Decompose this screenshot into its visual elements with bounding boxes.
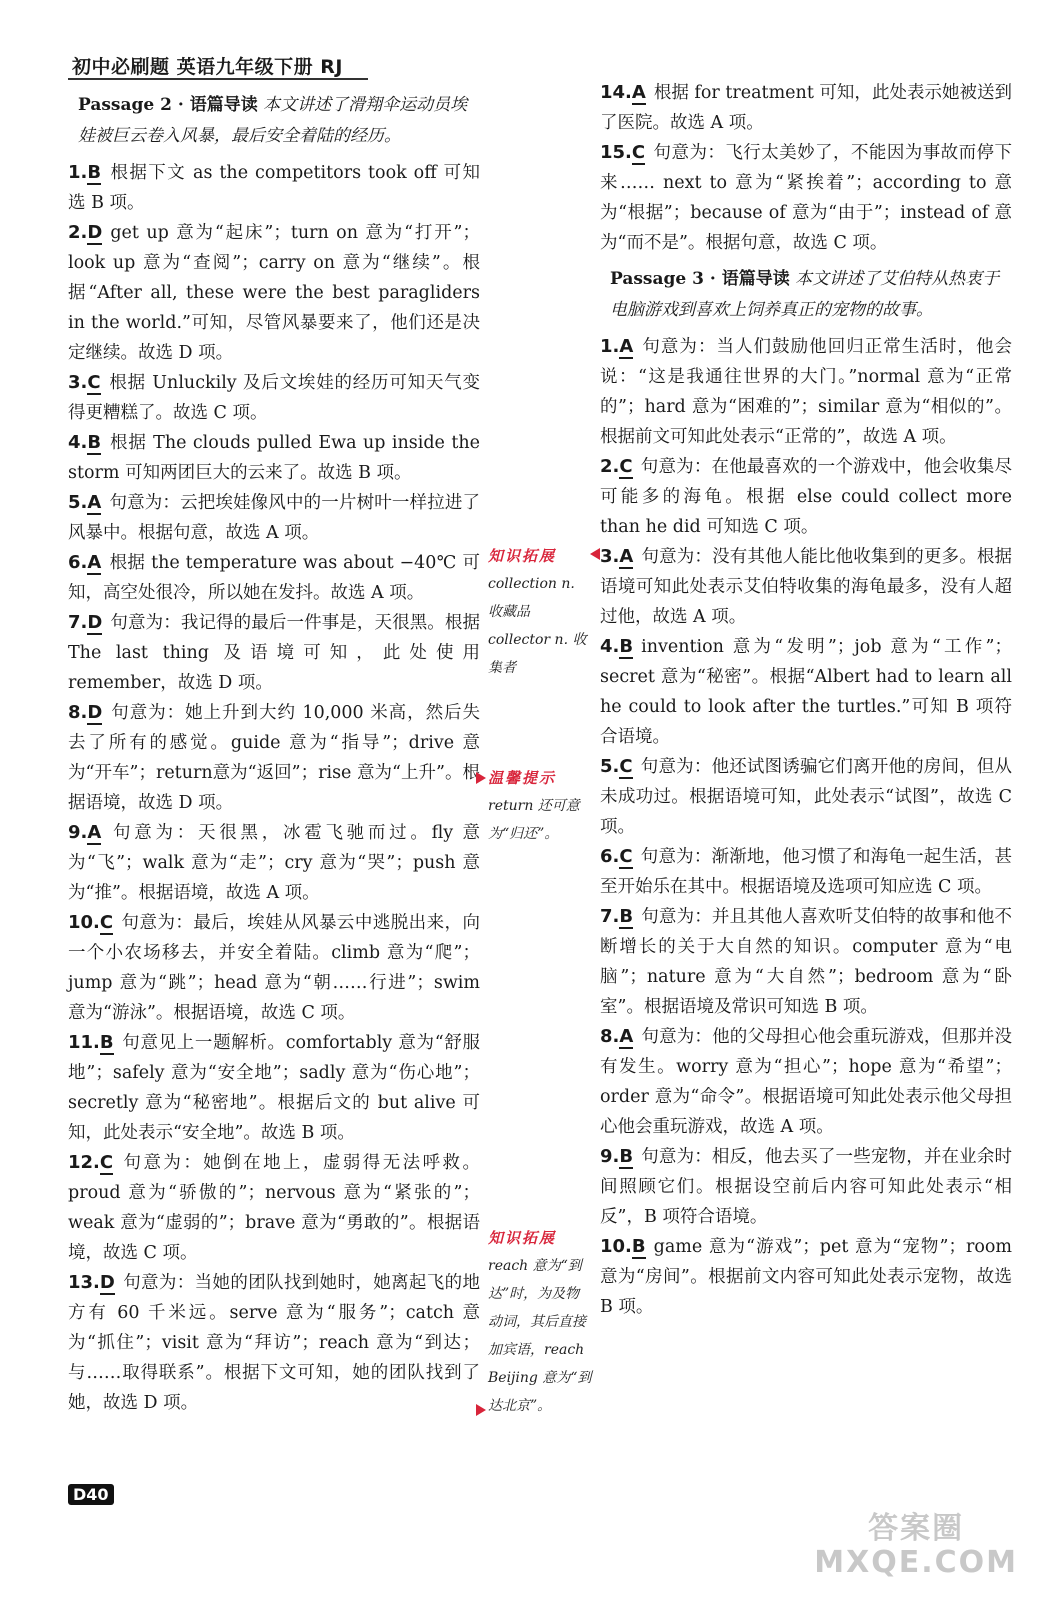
item-answer: A xyxy=(87,822,102,843)
item-explanation: 句意为：她倒在地上，虚弱得无法呼救。proud 意为“骄傲的”；nervous 意为“紧张的”；weak 意为“虚弱的”；brave 意为“勇敢的”。根据语境，故选 C 项。 xyxy=(68,1153,480,1263)
item-number: 15. xyxy=(600,142,632,163)
item-explanation: 根据 Unluckily 及后文埃娃的经历可知天气变得更糟糕了。故选 C 项。 xyxy=(68,373,480,423)
item-answer: B xyxy=(99,1032,114,1053)
item-answer: C xyxy=(87,372,101,393)
item-explanation: 句意为：渐渐地，他习惯了和海龟一起生活，甚至开始乐在其中。根据语境及选项可知应选 C 项。 xyxy=(600,847,1012,897)
item-number: 14. xyxy=(600,82,632,103)
answer-item xyxy=(68,818,480,908)
item-number: 12. xyxy=(68,1152,100,1173)
item-number: 8. xyxy=(600,1026,620,1047)
item-answer: B xyxy=(631,1236,646,1257)
answer-item xyxy=(68,698,480,818)
item-answer: B xyxy=(619,636,634,657)
item-explanation: 根据 The clouds pulled Ewa up inside the storm 可知两团巨大的云来了。故选 B 项。 xyxy=(68,433,480,483)
answer-item xyxy=(600,542,1012,632)
side-note-text: collection n. 收藏品 collector n. 收集者 xyxy=(488,576,587,676)
answer-item xyxy=(68,428,480,488)
watermark-text: 答案圈 xyxy=(868,1511,965,1546)
item-answer: D xyxy=(87,222,103,243)
answer-item xyxy=(600,452,1012,542)
item-number: 1. xyxy=(68,162,88,183)
item-answer: D xyxy=(87,612,103,633)
item-answer: D xyxy=(87,702,103,723)
item-number: 6. xyxy=(600,846,620,867)
item-answer: B xyxy=(619,906,634,927)
item-answer: C xyxy=(619,846,633,867)
item-number: 9. xyxy=(600,1146,620,1167)
arrow-right-icon xyxy=(476,1404,486,1416)
left-column xyxy=(68,90,480,1418)
answer-item xyxy=(600,632,1012,752)
answer-item xyxy=(68,218,480,368)
item-number: 5. xyxy=(68,492,88,513)
item-explanation: 根据 for treatment 可知，此处表示她被送到了医院。故选 A 项。 xyxy=(600,83,1012,133)
item-answer: B xyxy=(87,162,102,183)
item-explanation: get up 意为“起床”；turn on 意为“打开”；look up 意为“查阅”；carry on 意为“继续”。根据“After all, these were the best paragliders in the world.”可知，尽管风暴要来了，他们还是决定继续。故选 D 项。 xyxy=(68,223,480,363)
item-answer: C xyxy=(99,1152,114,1173)
side-note-knowledge-2 xyxy=(488,1224,592,1420)
item-number: 2. xyxy=(68,222,88,243)
arrow-left-icon xyxy=(590,548,600,560)
item-number: 7. xyxy=(600,906,620,927)
answer-item xyxy=(68,368,480,428)
item-number: 10. xyxy=(600,1236,632,1257)
passage-3-intro xyxy=(610,264,1012,326)
item-number: 13. xyxy=(68,1272,100,1293)
item-number: 7. xyxy=(68,612,88,633)
side-note-title: 知识拓展 xyxy=(488,547,557,565)
item-number: 8. xyxy=(68,702,88,723)
watermark xyxy=(814,1512,1018,1580)
item-number: 2. xyxy=(600,456,620,477)
answer-item xyxy=(600,332,1012,452)
item-number: 3. xyxy=(68,372,88,393)
item-number: 4. xyxy=(600,636,620,657)
item-explanation: 句意为：没有其他人能比他收集到的更多。根据语境可知此处表示艾伯特收集的海龟最多，没有人超过他，故选 A 项。 xyxy=(600,547,1012,627)
item-explanation: 句意见上一题解析。comfortably 意为“舒服地”；safely 意为“安全地”；sadly 意为“伤心地”；secretly 意为“秘密地”。根据后文的 but alive 可知，此处表示“安全地”。故选 B 项。 xyxy=(68,1033,480,1143)
item-answer: A xyxy=(619,546,634,567)
answer-item xyxy=(68,1028,480,1148)
answer-list-right xyxy=(600,332,1012,1322)
item-answer: A xyxy=(87,552,102,573)
item-explanation: 根据 the temperature was about −40℃ 可知，高空处很冷，所以她在发抖。故选 A 项。 xyxy=(68,553,480,603)
item-number: 11. xyxy=(68,1032,100,1053)
page-header: 初中必刷题 英语九年级下册 RJ xyxy=(72,56,343,78)
side-note-title: 知识拓展 xyxy=(488,1229,557,1247)
answer-item xyxy=(600,1232,1012,1322)
item-answer: A xyxy=(87,492,102,513)
answer-item xyxy=(600,1142,1012,1232)
item-explanation: 句意为：相反，他去买了一些宠物，并在业余时间照顾它们。根据设空前后内容可知此处表示“相反”，B 项符合语境。 xyxy=(600,1147,1012,1227)
passage-label: Passage 3 · 语篇导读 xyxy=(610,269,790,289)
side-note-text: return 还可意为“归还”。 xyxy=(488,798,580,842)
passage-summary: 本文讲述了艾伯特从热衷于电脑游戏到喜欢上饲养真正的宠物的故事。 xyxy=(610,269,1000,320)
item-answer: C xyxy=(619,756,633,777)
item-answer: B xyxy=(87,432,102,453)
item-explanation: 句意为：他还试图诱骗它们离开他的房间，但从未成功过。根据语境可知，此处表示“试图”，故选 C 项。 xyxy=(600,757,1012,837)
item-explanation: 句意为：我记得的最后一件事是，天很黑。根据 The last thing 及语境可知，此处使用 remember，故选 D 项。 xyxy=(68,613,480,693)
item-number: 6. xyxy=(68,552,88,573)
page-number: D40 xyxy=(68,1484,114,1505)
answer-item xyxy=(68,608,480,698)
answer-item xyxy=(600,78,1012,138)
answer-item xyxy=(600,752,1012,842)
answer-item xyxy=(600,1022,1012,1142)
item-explanation: 句意为：当她的团队找到她时，她离起飞的地方有 60 千米远。serve 意为“服务”；catch 意为“抓住”；visit 意为“拜访”；reach 意为“到达；与……取得联系”。根据下文可知，她的团队找到了她，故选 D 项。 xyxy=(68,1273,480,1413)
item-answer: B xyxy=(619,1146,634,1167)
side-note-tip xyxy=(488,764,592,848)
item-number: 3. xyxy=(600,546,620,567)
answer-item xyxy=(68,1148,480,1268)
answer-list-left xyxy=(68,158,480,1418)
item-answer: C xyxy=(631,142,646,163)
item-answer: A xyxy=(631,82,646,103)
answer-item xyxy=(68,488,480,548)
item-explanation: 句意为：在他最喜欢的一个游戏中，他会收集尽可能多的海龟。根据 else could collect more than he did 可知选 C 项。 xyxy=(600,457,1012,537)
item-answer: A xyxy=(619,336,634,357)
item-explanation: 句意为：飞行太美妙了，不能因为事故而停下来…… next to 意为“紧挨着”；according to 意为“根据”；because of 意为“由于”；instead of 意为“而不是”。根据句意，故选 C 项。 xyxy=(600,143,1012,253)
item-number: 4. xyxy=(68,432,88,453)
item-explanation: 句意为：他的父母担心他会重玩游戏，但那并没有发生。worry 意为“担心”；hope 意为“希望”；order 意为“命令”。根据语境可知此处表示他父母担心他会重玩游戏，故选 A 项。 xyxy=(600,1027,1012,1137)
item-number: 9. xyxy=(68,822,88,843)
item-explanation: 句意为：天很黑，冰雹飞驰而过。fly 意为“飞”；walk 意为“走”；cry 意为“哭”；push 意为“推”。根据语境，故选 A 项。 xyxy=(68,823,480,903)
answer-item xyxy=(600,842,1012,902)
passage-2-intro xyxy=(78,90,480,152)
side-note-knowledge-1 xyxy=(488,542,592,682)
item-explanation: 根据下文 as the competitors took off 可知选 B 项。 xyxy=(68,163,480,213)
item-number: 1. xyxy=(600,336,620,357)
arrow-right-icon xyxy=(476,772,486,784)
item-number: 5. xyxy=(600,756,620,777)
item-explanation: 句意为：并且其他人喜欢听艾伯特的故事和他不断增长的关于大自然的知识。computer 意为“电脑”；nature 意为“大自然”；bedroom 意为“卧室”。根据语境及常识可知选 B 项。 xyxy=(600,907,1012,1017)
item-answer: D xyxy=(99,1272,115,1293)
side-note-text: reach 意为“到达”时，为及物动词，其后直接加宾语，reach Beijing 意为“到达北京”。 xyxy=(488,1258,592,1414)
passage-label: Passage 2 · 语篇导读 xyxy=(78,95,258,115)
item-explanation: 句意为：她上升到大约 10,000 米高，然后失去了所有的感觉。guide 意为“指导”；drive 意为“开车”；return意为“返回”；rise 意为“上升”。根据语境，故选 D 项。 xyxy=(68,703,480,813)
answer-item xyxy=(68,158,480,218)
answer-item xyxy=(68,1268,480,1418)
passage-summary: 本文讲述了滑翔伞运动员埃娃被巨云卷入风暴，最后安全着陆的经历。 xyxy=(78,95,468,146)
right-column xyxy=(600,78,1012,1322)
item-explanation: 句意为：云把埃娃像风中的一片树叶一样拉进了风暴中。根据句意，故选 A 项。 xyxy=(68,493,480,543)
header-rule xyxy=(68,78,368,80)
item-explanation: 句意为：最后，埃娃从风暴云中逃脱出来，向一个小农场移去，并安全着陆。climb 意为“爬”；jump 意为“跳”；head 意为“朝……行进”；swim 意为“游泳”。根据语境，故选 C 项。 xyxy=(68,913,480,1023)
item-explanation: game 意为“游戏”；pet 意为“宠物”；room 意为“房间”。根据前文内容可知此处表示宠物，故选 B 项。 xyxy=(600,1237,1012,1317)
item-explanation: 句意为：当人们鼓励他回归正常生活时，他会说：“这是我通往世界的大门。”normal 意为“正常的”；hard 意为“困难的”；similar 意为“相似的”。根据前文可知此处表示“正常的”，故选 A 项。 xyxy=(600,337,1012,447)
side-note-title: 温馨提示 xyxy=(488,769,557,787)
item-explanation: invention 意为“发明”；job 意为“工作”；secret 意为“秘密”。根据“Albert had to learn all he could to look after the turtles.”可知 B 项符合语境。 xyxy=(600,637,1012,747)
item-answer: C xyxy=(99,912,114,933)
answer-item xyxy=(600,902,1012,1022)
answer-list-right-top xyxy=(600,78,1012,258)
item-number: 10. xyxy=(68,912,100,933)
answer-item xyxy=(68,908,480,1028)
item-answer: A xyxy=(619,1026,634,1047)
watermark-url: MXQE.COM xyxy=(814,1545,1018,1580)
answer-item xyxy=(68,548,480,608)
answer-item xyxy=(600,138,1012,258)
item-answer: C xyxy=(619,456,633,477)
